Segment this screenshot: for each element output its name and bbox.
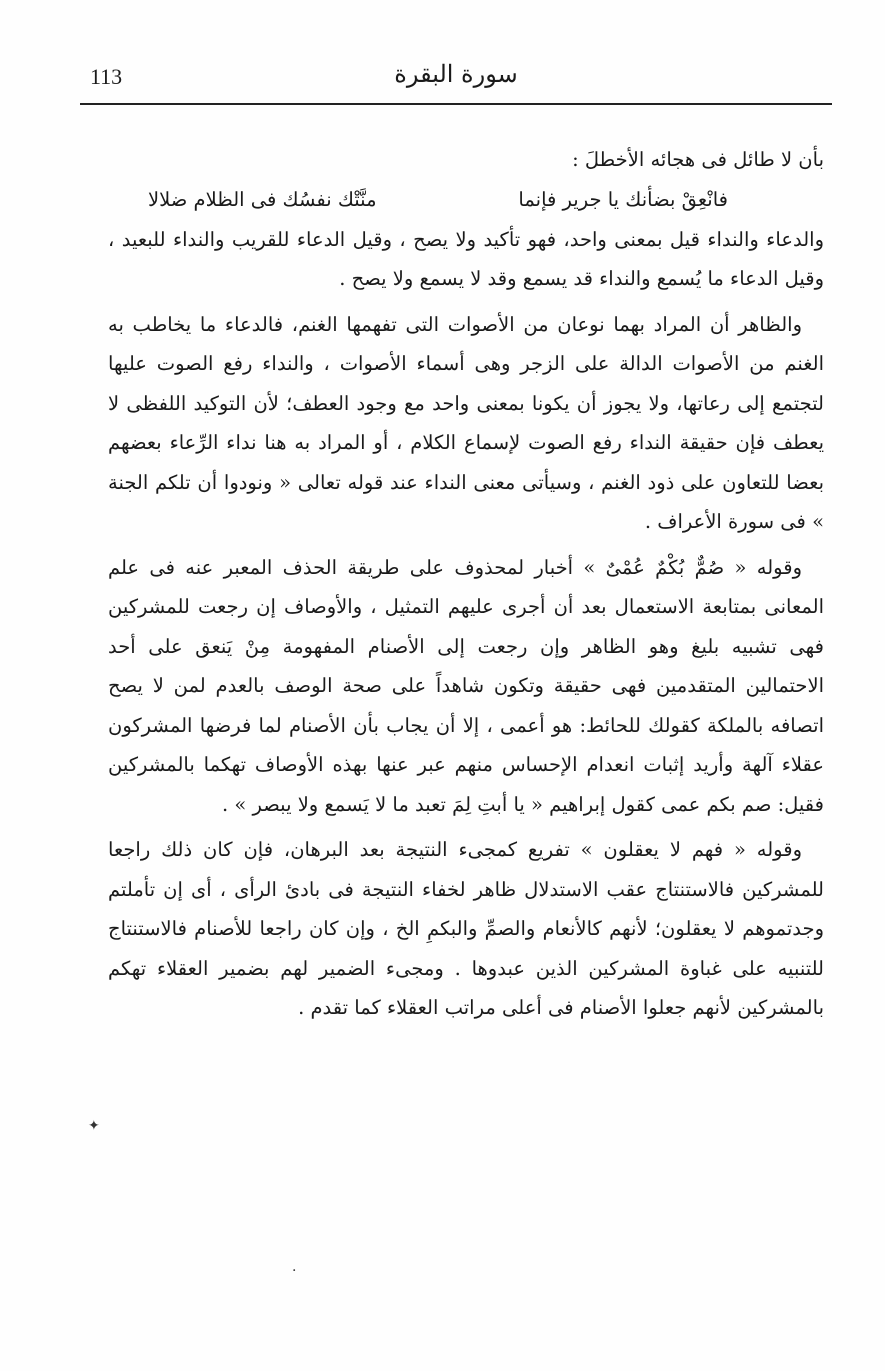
paragraph-intro: بأن لا طائل فى هجائه الأخطلَ : [572,148,824,171]
running-title: سورة البقرة [394,60,518,88]
verse-first-hemistich: فانْعِقْ بضأنك يا جرير فإنما [518,187,728,211]
paragraph-sounds: والظاهر أن المراد بهما نوعان من الأصوات التى تفهمها الغنم، فالدعاء ما يخاطب به الغنم من الأصوات الدالة على الزجر وهى أسماء الأصوات ، والنداء رفع الصوت عليها لتجتمع إلى رعاتها، ولا يجوز أن يكونا بمعنى واحد مع وجود العطف؛ لأن التوكيد اللفظى لا يعطف فإن حقيقة النداء رفع الصوت لإسماع الكلام ، أو المراد به هنا نداء الرِّعاء بعضهم بعضا للتعاون على ذود الغنم ، وسيأتى معنى النداء عند قوله تعالى « ونودوا أن تلكم الجنة » فى سورة الأعراف . [108,312,824,533]
footer-mark: · [292,1263,297,1279]
header-divider [80,103,832,105]
page-number: 113 [90,64,123,89]
paragraph-summun-bukmun: وقوله « صُمٌّ بُكْمٌ عُمْىٌ » أخبار لمحذوف على طريقة الحذف المعبر عنه فى علم المعانى بمتابعة الاستعمال بعد أن أجرى عليهم التمثيل ، والأوصاف إن رجعت للمشركين فهى تشبيه بليغ وهو الظاهر وإن رجعت إلى الأصنام المفهومة مِنْ يَنعق على أحد الاحتمالين المتقدمين فهى حقيقة وتكون شاهداً على صحة الوصف بالعدم لمن لا يصح اتصافه بالملكة كقولك للحائط: هو أعمى ، إلا أن يجاب بأن الأصنام لما فرضها المشركون عقلاء آلهة وأريد إثبات انعدام الإحساس منهم عبر عنها بهذه الأوصاف تهكما بالمشركين فقيل: صم بكم عمى كقول إبراهيم « يا أبتِ لِمَ تعبد ما لا يَسمع ولا يبصر » . [108,555,824,816]
paragraph-dua-nida: والدعاء والنداء قيل بمعنى واحد، فهو تأكيد ولا يصح ، وقيل الدعاء للقريب والنداء للبعيد ، وقيل الدعاء ما يُسمع والنداء قد يسمع وقد لا يسمع ولا يصح . [108,227,824,290]
paragraph-la-yaqilun: وقوله « فهم لا يعقلون » تفريع كمجىء النتيجة بعد البرهان، فإن كان ذلك راجعا للمشركين فالاستنتاج عقب الاستدلال ظاهر لخفاء النتيجة فى بادئ الرأى ، أى إن تأملتم وجدتموهم لا يعقلون؛ لأنهم كالأنعام والصمِّ والبكمِ الخ ، وإن كان راجعا للأصنام فالاستنتاج للتنبيه على غباوة المشركين الذين عبدوها . ومجىء الضمير لهم بضمير العقلاء تهكم بالمشركين لأنهم جعلوا الأصنام فى أعلى مراتب العقلاء كما تقدم . [108,838,824,1019]
margin-mark: ✦ [88,1118,100,1134]
page-header [80,58,832,98]
page-body [108,140,824,1028]
poetry-verse [108,180,824,220]
verse-second-hemistich: منَّتْك نفسُك فى الظلام ضلالا [148,187,377,211]
